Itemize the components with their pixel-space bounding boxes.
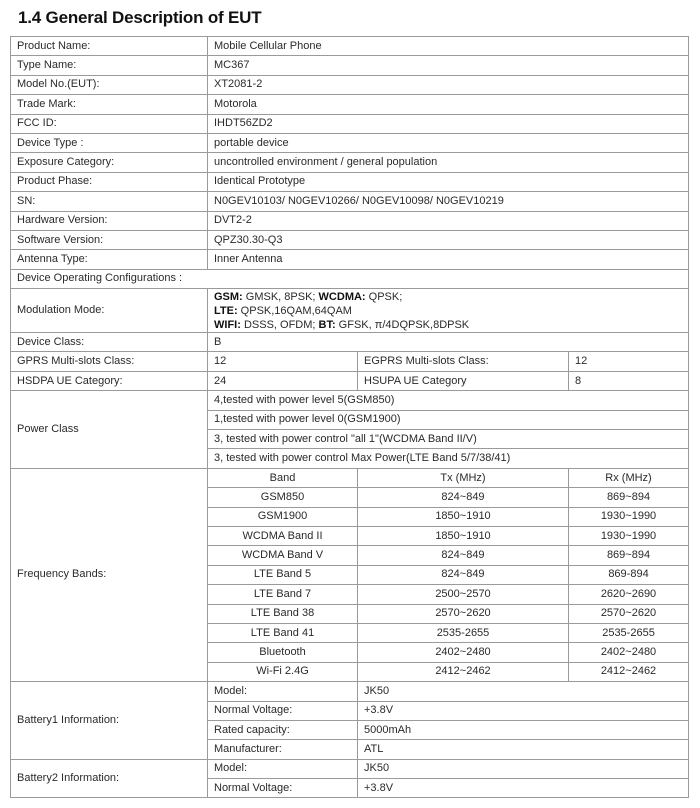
rx-cell: 869-894 — [569, 565, 689, 584]
modulation-types: DSSS, OFDM; — [240, 318, 319, 331]
field-value: XT2081-2 — [208, 75, 689, 94]
field-label: Model: — [208, 759, 358, 778]
rx-cell: 2535-2655 — [569, 623, 689, 642]
modulation-tech: BT: — [318, 318, 336, 331]
rx-cell: 2620~2690 — [569, 585, 689, 604]
table-row — [11, 56, 689, 75]
field-value: JK50 — [358, 682, 689, 701]
field-value: B — [208, 333, 689, 352]
rx-cell: 2570~2620 — [569, 604, 689, 623]
power-class-row — [11, 391, 689, 410]
field-value: 12 — [208, 352, 358, 371]
field-value: DVT2-2 — [208, 211, 689, 230]
table-row — [11, 211, 689, 230]
field-label: Exposure Category: — [11, 153, 208, 172]
field-label: Device Type : — [11, 133, 208, 152]
field-value: Motorola — [208, 95, 689, 114]
table-row — [11, 269, 689, 288]
field-label: HSDPA UE Category: — [11, 371, 208, 390]
rx-cell: 2412~2462 — [569, 662, 689, 681]
field-value: JK50 — [358, 759, 689, 778]
band-cell: WCDMA Band V — [208, 546, 358, 565]
modulation-tech: WIFI: — [214, 318, 241, 331]
field-value: 1,tested with power level 0(GSM1900) — [208, 410, 689, 429]
field-label: Frequency Bands: — [11, 468, 208, 681]
tx-cell: 824~849 — [358, 565, 569, 584]
field-value: 12 — [569, 352, 689, 371]
column-header: Rx (MHz) — [569, 468, 689, 487]
field-value: Inner Antenna — [208, 250, 689, 269]
field-value: N0GEV10103/ N0GEV10266/ N0GEV10098/ N0GEV10219 — [208, 192, 689, 211]
band-cell: LTE Band 7 — [208, 585, 358, 604]
section-title: 1.4 General Description of EUT — [18, 8, 262, 27]
field-label: Product Name: — [11, 37, 208, 56]
field-label: Trade Mark: — [11, 95, 208, 114]
tx-cell: 824~849 — [358, 546, 569, 565]
field-value: Identical Prototype — [208, 172, 689, 191]
table-row — [11, 352, 689, 371]
field-label: EGPRS Multi-slots Class: — [358, 352, 569, 371]
modulation-row — [11, 289, 689, 333]
rx-cell: 869~894 — [569, 546, 689, 565]
field-label: Battery1 Information: — [11, 682, 208, 760]
tx-cell: 2402~2480 — [358, 643, 569, 662]
tx-cell: 1850~1910 — [358, 526, 569, 545]
field-value: uncontrolled environment / general population — [208, 153, 689, 172]
table-row — [11, 371, 689, 390]
band-cell: GSM850 — [208, 488, 358, 507]
tx-cell: 2570~2620 — [358, 604, 569, 623]
field-value: ATL — [358, 740, 689, 759]
field-value: MC367 — [208, 56, 689, 75]
field-label: Antenna Type: — [11, 250, 208, 269]
field-label: Manufacturer: — [208, 740, 358, 759]
tx-cell: 2500~2570 — [358, 585, 569, 604]
table-row — [11, 333, 689, 352]
modulation-tech: LTE: — [214, 304, 238, 317]
band-cell: WCDMA Band II — [208, 526, 358, 545]
table-row — [11, 153, 689, 172]
field-label: Normal Voltage: — [208, 779, 358, 798]
battery-row — [11, 759, 689, 778]
field-value: +3.8V — [358, 701, 689, 720]
field-value: 3, tested with power control "all 1"(WCDMA Band II/V) — [208, 430, 689, 449]
field-value: 24 — [208, 371, 358, 390]
modulation-types: QPSK,16QAM,64QAM — [237, 304, 352, 317]
table-row — [11, 114, 689, 133]
field-value — [208, 289, 689, 333]
table-row — [11, 133, 689, 152]
field-label: Software Version: — [11, 230, 208, 249]
modulation-line — [214, 290, 688, 304]
field-value: Mobile Cellular Phone — [208, 37, 689, 56]
rx-cell: 869~894 — [569, 488, 689, 507]
field-value: portable device — [208, 133, 689, 152]
table-row — [11, 37, 689, 56]
field-value: 4,tested with power level 5(GSM850) — [208, 391, 689, 410]
table-row — [11, 230, 689, 249]
field-value: IHDT56ZD2 — [208, 114, 689, 133]
field-label: SN: — [11, 192, 208, 211]
tx-cell: 824~849 — [358, 488, 569, 507]
field-label: Rated capacity: — [208, 720, 358, 739]
frequency-header-row — [11, 468, 689, 487]
tx-cell: 2412~2462 — [358, 662, 569, 681]
modulation-line — [214, 304, 688, 318]
battery-row — [11, 682, 689, 701]
table-row — [11, 75, 689, 94]
field-label: Model No.(EUT): — [11, 75, 208, 94]
modulation-tech: GSM: — [214, 290, 243, 303]
modulation-types: GMSK, 8PSK; — [242, 290, 319, 303]
field-value: QPZ30.30-Q3 — [208, 230, 689, 249]
rx-cell: 1930~1990 — [569, 526, 689, 545]
section-label: Device Operating Configurations : — [11, 269, 689, 288]
field-value: +3.8V — [358, 779, 689, 798]
field-label: Hardware Version: — [11, 211, 208, 230]
modulation-types: GFSK, π/4DQPSK,8DPSK — [335, 318, 470, 331]
modulation-types: QPSK; — [365, 290, 403, 303]
band-cell: Wi-Fi 2.4G — [208, 662, 358, 681]
rx-cell: 2402~2480 — [569, 643, 689, 662]
field-label: Modulation Mode: — [11, 289, 208, 333]
eut-description-table — [10, 36, 689, 798]
band-cell: LTE Band 5 — [208, 565, 358, 584]
table-row — [11, 192, 689, 211]
table-row — [11, 172, 689, 191]
field-label: Battery2 Information: — [11, 759, 208, 798]
field-label: Model: — [208, 682, 358, 701]
field-label: HSUPA UE Category — [358, 371, 569, 390]
rx-cell: 1930~1990 — [569, 507, 689, 526]
band-cell: LTE Band 38 — [208, 604, 358, 623]
table-row — [11, 250, 689, 269]
band-cell: Bluetooth — [208, 643, 358, 662]
field-label: Power Class — [11, 391, 208, 469]
field-label: Type Name: — [11, 56, 208, 75]
modulation-tech: WCDMA: — [318, 290, 366, 303]
field-label: GPRS Multi-slots Class: — [11, 352, 208, 371]
field-value: 5000mAh — [358, 720, 689, 739]
field-label: Device Class: — [11, 333, 208, 352]
field-label: FCC ID: — [11, 114, 208, 133]
band-cell: GSM1900 — [208, 507, 358, 526]
field-label: Product Phase: — [11, 172, 208, 191]
band-cell: LTE Band 41 — [208, 623, 358, 642]
table-row — [11, 95, 689, 114]
column-header: Band — [208, 468, 358, 487]
field-value: 8 — [569, 371, 689, 390]
tx-cell: 2535-2655 — [358, 623, 569, 642]
column-header: Tx (MHz) — [358, 468, 569, 487]
field-value: 3, tested with power control Max Power(LTE Band 5/7/38/41) — [208, 449, 689, 468]
field-label: Normal Voltage: — [208, 701, 358, 720]
modulation-line — [214, 318, 688, 332]
tx-cell: 1850~1910 — [358, 507, 569, 526]
